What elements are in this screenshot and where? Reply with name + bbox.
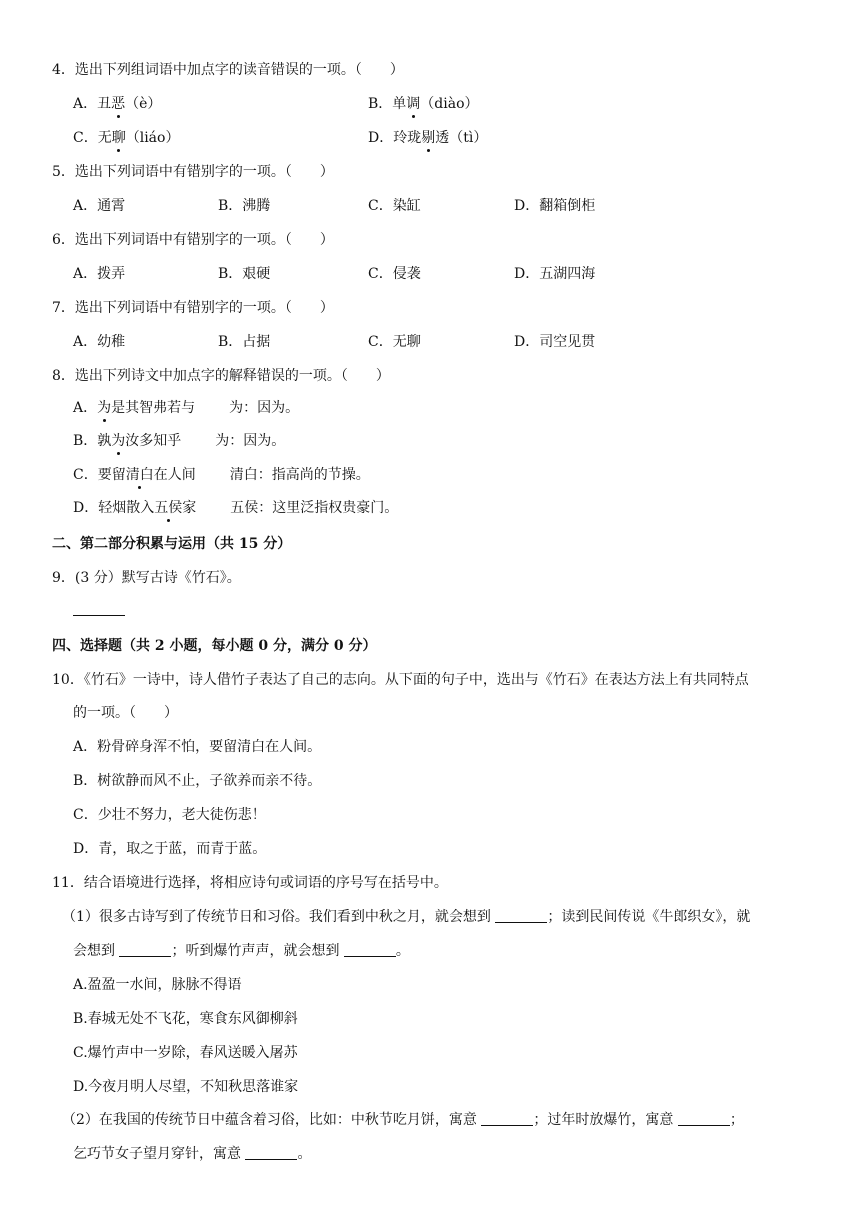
q5-option-d[interactable]: D．翻箱倒柜 xyxy=(514,198,596,214)
q7-option-c[interactable]: C．无聊 xyxy=(368,334,421,350)
q11-blank-4[interactable] xyxy=(481,1111,533,1126)
q10-option-b[interactable]: B．树欲静而风不止，子欲养而亲不待。 xyxy=(73,773,322,789)
q7-option-d[interactable]: D．司空见贯 xyxy=(514,334,596,350)
q5-option-c[interactable]: C．染缸 xyxy=(368,198,421,214)
q11-option-d: D.今夜月明人尽望，不知秋思落谁家 xyxy=(73,1079,299,1095)
q10-stem-line2: 的一项。（ ） xyxy=(73,705,178,721)
q11-stem: 11．结合语境进行选择，将相应诗句或词语的序号写在括号中。 xyxy=(52,875,448,891)
q8-stem: 8．选出下列诗文中加点字的解释错误的一项。（ ） xyxy=(52,368,390,384)
q6-option-d[interactable]: D．五湖四海 xyxy=(514,266,596,282)
q5-stem: 5．选出下列词语中有错别字的一项。（ ） xyxy=(52,164,334,180)
q8-option-c[interactable]: C．要留清白在人间 清白：指高尚的节操。 xyxy=(73,467,370,483)
q11-option-b: B.春城无处不飞花，寒食东风御柳斜 xyxy=(73,1011,298,1027)
q7-option-a[interactable]: A．幼稚 xyxy=(73,334,126,350)
q9-answer-line[interactable] xyxy=(73,615,125,616)
q11-blank-6[interactable] xyxy=(245,1145,297,1160)
q8-option-b[interactable]: B．孰为汝多知乎 为：因为。 xyxy=(73,433,286,449)
q5-option-a[interactable]: A．通霄 xyxy=(73,198,126,214)
q6-stem: 6．选出下列词语中有错别字的一项。（ ） xyxy=(52,232,334,248)
q10-option-d[interactable]: D．青，取之于蓝，而青于蓝。 xyxy=(73,841,267,857)
q9-stem: 9．(3 分）默写古诗《竹石》。 xyxy=(52,570,241,586)
section-2-heading: 二、第二部分积累与运用（共 15 分） xyxy=(52,536,292,552)
q10-option-c[interactable]: C．少壮不努力，老大徒伤悲！ xyxy=(73,807,266,823)
q6-option-b[interactable]: B．艰硬 xyxy=(218,266,271,282)
q11-part1-line1: （1）很多古诗写到了传统节日和习俗。我们看到中秋之月，就会想到 ；读到民间传说《牛郎织女》，就 xyxy=(62,909,751,925)
q4-option-b[interactable]: B．单调（diào） xyxy=(368,96,479,112)
q7-option-b[interactable]: B．占据 xyxy=(218,334,271,350)
q6-option-a[interactable]: A．拨弄 xyxy=(73,266,126,282)
q11-blank-3[interactable] xyxy=(344,942,396,957)
q11-blank-5[interactable] xyxy=(678,1111,730,1126)
q11-option-c: C.爆竹声中一岁除，春风送暖入屠苏 xyxy=(73,1045,298,1061)
q4-option-d[interactable]: D．玲珑剔透（tì） xyxy=(368,130,488,146)
q7-stem: 7．选出下列词语中有错别字的一项。（ ） xyxy=(52,300,334,316)
q10-option-a[interactable]: A．粉骨碎身浑不怕，要留清白在人间。 xyxy=(73,739,322,755)
q11-part1-line2: 会想到 ；听到爆竹声声，就会想到 。 xyxy=(73,943,410,959)
q5-option-b[interactable]: B．沸腾 xyxy=(218,198,271,214)
q10-stem-line1: 10．《竹石》一诗中，诗人借竹子表达了自己的志向。从下面的句子中，选出与《竹石》在表达方法上有共同特点 xyxy=(52,672,749,688)
q6-option-c[interactable]: C．侵袭 xyxy=(368,266,421,282)
q11-part2-line1: （2）在我国的传统节日中蕴含着习俗，比如：中秋节吃月饼，寓意 ；过年时放爆竹，寓意 ； xyxy=(62,1112,744,1128)
q4-option-a[interactable]: A．丑恶（è） xyxy=(73,96,162,112)
section-4-heading: 四、选择题（共 2 小题，每小题 0 分，满分 0 分） xyxy=(52,638,377,654)
q4-stem: 4．选出下列组词语中加点字的读音错误的一项。（ ） xyxy=(52,62,404,78)
q8-option-d[interactable]: D．轻烟散入五侯家 五侯：这里泛指权贵豪门。 xyxy=(73,500,399,516)
q11-blank-2[interactable] xyxy=(119,942,171,957)
q11-part2-line2: 乞巧节女子望月穿针，寓意 。 xyxy=(73,1146,312,1162)
q11-blank-1[interactable] xyxy=(495,908,547,923)
q4-option-c[interactable]: C．无聊（liáo） xyxy=(73,130,180,146)
q8-option-a[interactable]: A．为是其智弗若与 为：因为。 xyxy=(73,400,300,416)
q11-option-a: A.盈盈一水间，脉脉不得语 xyxy=(73,977,242,993)
